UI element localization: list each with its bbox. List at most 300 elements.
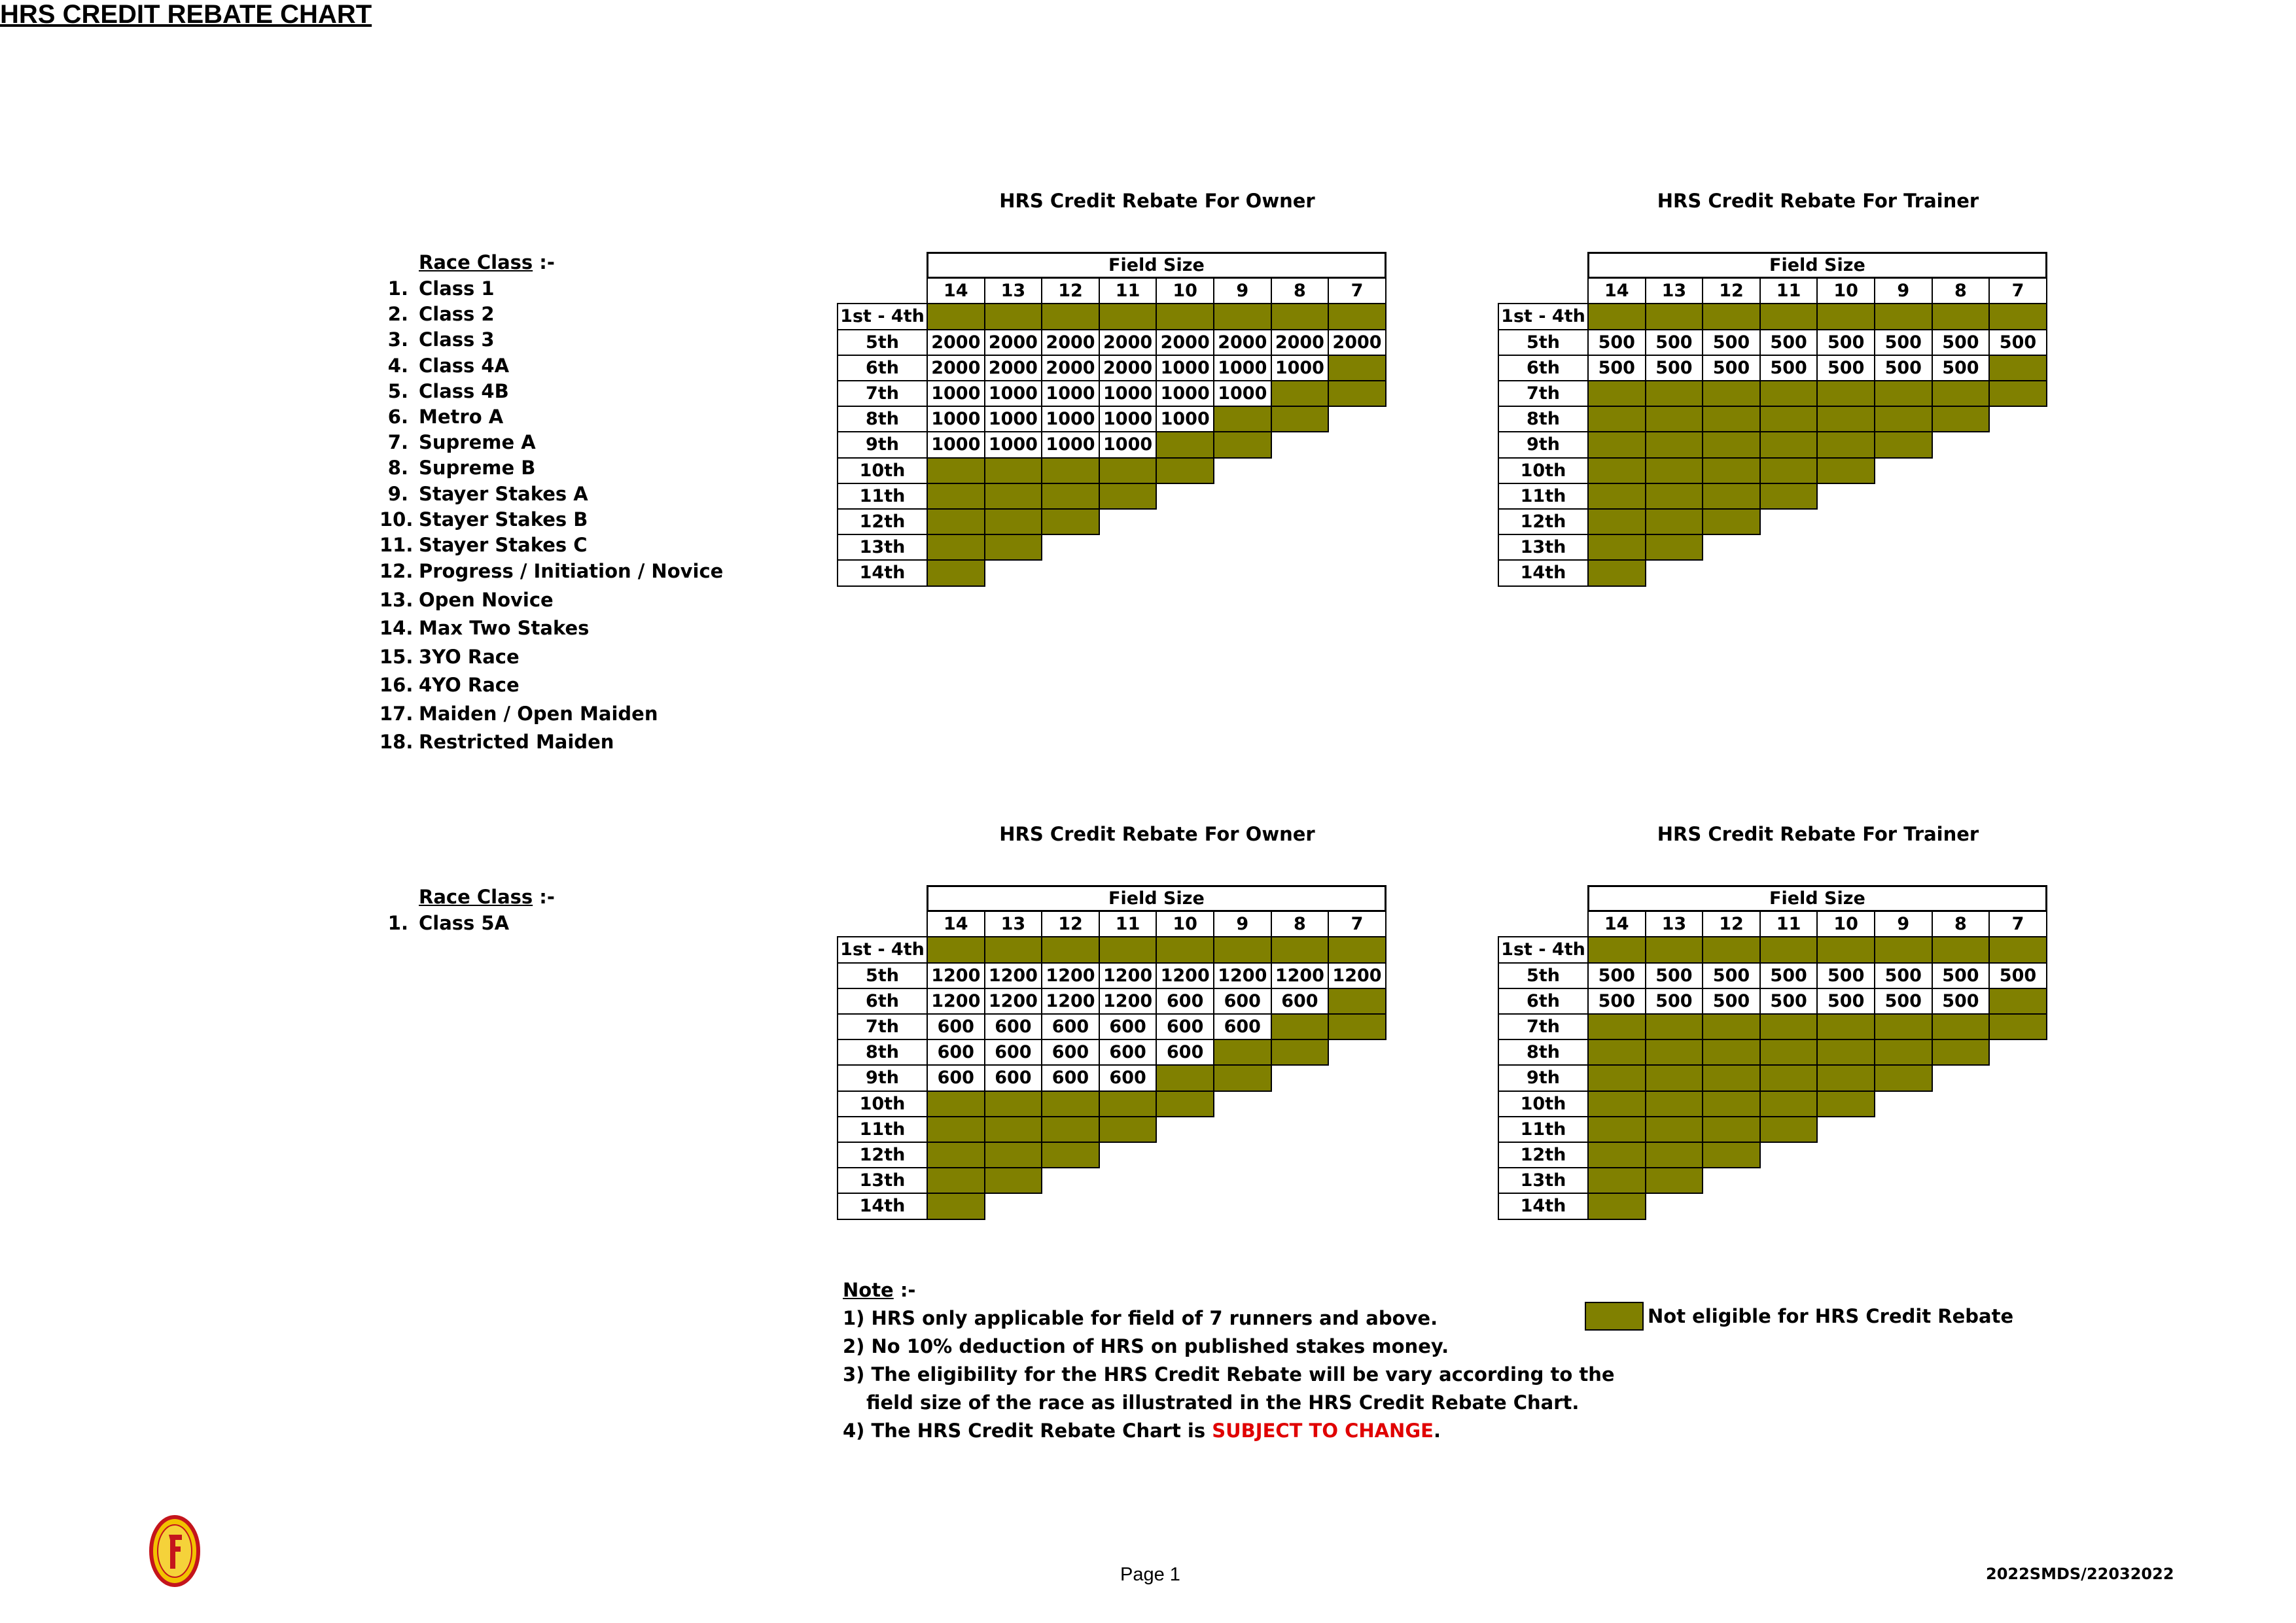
not-eligible-cell bbox=[1213, 1064, 1272, 1091]
rebate-value-cell: 500 bbox=[1587, 355, 1646, 381]
not-eligible-cell bbox=[1816, 1064, 1875, 1091]
field-size-header: Field Size bbox=[1587, 252, 2047, 279]
not-eligible-cell bbox=[927, 559, 985, 586]
race-class-suffix: :- bbox=[533, 251, 555, 273]
race-class-number: 12. bbox=[380, 560, 414, 582]
not-eligible-cell bbox=[1816, 406, 1875, 432]
not-eligible-cell bbox=[1759, 457, 1818, 484]
rebate-value-cell: 500 bbox=[1759, 988, 1818, 1015]
rebate-value-cell: 500 bbox=[1587, 329, 1646, 356]
rebate-value-cell: 1200 bbox=[984, 962, 1043, 989]
note-line-1: 1) HRS only applicable for field of 7 runners and above. bbox=[843, 1307, 1438, 1329]
rebate-value-cell: 1200 bbox=[1213, 962, 1272, 989]
race-class-number: 15. bbox=[380, 645, 414, 668]
not-eligible-cell bbox=[1156, 431, 1214, 458]
trainer-table-title-2: HRS Credit Rebate For Trainer bbox=[1657, 823, 1979, 845]
rebate-value-cell: 2000 bbox=[984, 355, 1043, 381]
field-size-column-header: 13 bbox=[1645, 277, 1704, 304]
not-eligible-cell bbox=[1645, 1013, 1704, 1040]
rebate-value-cell: 600 bbox=[927, 1064, 985, 1091]
not-eligible-cell bbox=[1702, 1039, 1761, 1066]
club-emblem-icon bbox=[149, 1515, 200, 1587]
not-eligible-cell bbox=[1874, 431, 1933, 458]
field-size-column-header: 10 bbox=[1816, 277, 1875, 304]
not-eligible-cell bbox=[1099, 483, 1157, 510]
rebate-value-cell: 500 bbox=[1645, 355, 1704, 381]
not-eligible-cell bbox=[1759, 483, 1818, 510]
note-line-4-prefix: 4) The HRS Credit Rebate Chart is bbox=[843, 1420, 1212, 1442]
note-line-4-suffix: . bbox=[1433, 1420, 1441, 1442]
finish-position-label: 12th bbox=[1498, 508, 1589, 535]
not-eligible-cell bbox=[1587, 1039, 1646, 1066]
field-size-column-header: 13 bbox=[984, 911, 1043, 937]
not-eligible-cell bbox=[1099, 303, 1157, 330]
rebate-value-cell: 600 bbox=[984, 1013, 1043, 1040]
not-eligible-cell bbox=[927, 1116, 985, 1143]
not-eligible-cell bbox=[927, 508, 985, 535]
field-size-column-header: 8 bbox=[1271, 277, 1330, 304]
rebate-value-cell: 1200 bbox=[1099, 988, 1157, 1015]
field-size-column-header: 12 bbox=[1041, 277, 1100, 304]
not-eligible-cell bbox=[1759, 1091, 1818, 1117]
not-eligible-cell bbox=[927, 534, 985, 561]
not-eligible-cell bbox=[1874, 380, 1933, 407]
not-eligible-cell bbox=[1816, 1039, 1875, 1066]
not-eligible-cell bbox=[927, 936, 985, 963]
not-eligible-cell bbox=[1271, 380, 1330, 407]
rebate-value-cell: 1200 bbox=[927, 962, 985, 989]
field-size-column-header: 7 bbox=[1988, 911, 2047, 937]
race-class-name: Class 1 bbox=[419, 277, 495, 300]
field-size-column-header: 8 bbox=[1932, 277, 1990, 304]
rebate-value-cell: 600 bbox=[927, 1039, 985, 1066]
field-size-column-header: 7 bbox=[1988, 277, 2047, 304]
rebate-value-cell: 2000 bbox=[1099, 329, 1157, 356]
race-class-name: Maiden / Open Maiden bbox=[419, 702, 658, 725]
note-line-3: 3) The eligibility for the HRS Credit Rebate will be vary according to the bbox=[843, 1363, 1615, 1386]
rebate-value-cell: 1000 bbox=[1156, 355, 1214, 381]
note-heading-label: Note bbox=[843, 1279, 894, 1301]
not-eligible-cell bbox=[1587, 1193, 1646, 1219]
not-eligible-cell bbox=[1156, 457, 1214, 484]
rebate-value-cell: 600 bbox=[984, 1039, 1043, 1066]
rebate-value-cell: 500 bbox=[1816, 355, 1875, 381]
rebate-value-cell: 600 bbox=[1213, 988, 1272, 1015]
not-eligible-cell bbox=[984, 1167, 1043, 1194]
not-eligible-cell bbox=[1645, 1116, 1704, 1143]
not-eligible-cell bbox=[1816, 303, 1875, 330]
rebate-value-cell: 1200 bbox=[1156, 962, 1214, 989]
finish-position-label: 1st - 4th bbox=[1498, 303, 1589, 330]
race-class-number: 11. bbox=[380, 534, 414, 556]
finish-position-label: 1st - 4th bbox=[837, 936, 928, 963]
race-class-name: Stayer Stakes C bbox=[419, 534, 588, 556]
field-size-column-header: 12 bbox=[1041, 911, 1100, 937]
not-eligible-cell bbox=[1587, 380, 1646, 407]
field-size-column-header: 11 bbox=[1759, 277, 1818, 304]
race-class-number: 9. bbox=[387, 482, 408, 505]
not-eligible-cell bbox=[1099, 936, 1157, 963]
note-heading bbox=[843, 1279, 915, 1301]
not-eligible-cell bbox=[1816, 380, 1875, 407]
race-class-number: 2. bbox=[387, 303, 408, 326]
field-size-column-header: 11 bbox=[1099, 911, 1157, 937]
rebate-value-cell: 1000 bbox=[927, 431, 985, 458]
finish-position-label: 10th bbox=[1498, 1091, 1589, 1117]
race-class-name: Supreme A bbox=[419, 431, 536, 454]
not-eligible-cell bbox=[1587, 1142, 1646, 1168]
rebate-value-cell: 500 bbox=[1702, 988, 1761, 1015]
not-eligible-cell bbox=[984, 534, 1043, 561]
not-eligible-cell bbox=[1041, 303, 1100, 330]
rebate-value-cell: 500 bbox=[1932, 355, 1990, 381]
not-eligible-cell bbox=[1932, 380, 1990, 407]
race-class-number: 14. bbox=[380, 617, 414, 639]
not-eligible-cell bbox=[1702, 1013, 1761, 1040]
not-eligible-cell bbox=[1874, 303, 1933, 330]
race-class-number: 18. bbox=[380, 731, 414, 753]
field-size-column-header: 10 bbox=[1156, 911, 1214, 937]
finish-position-label: 13th bbox=[837, 1167, 928, 1194]
not-eligible-cell bbox=[1988, 303, 2047, 330]
not-eligible-cell bbox=[1702, 1142, 1761, 1168]
rebate-value-cell: 600 bbox=[1213, 1013, 1272, 1040]
rebate-value-cell: 500 bbox=[1874, 962, 1933, 989]
not-eligible-cell bbox=[1587, 936, 1646, 963]
not-eligible-cell bbox=[1988, 936, 2047, 963]
rebate-value-cell: 500 bbox=[1759, 962, 1818, 989]
race-class-name: Class 4A bbox=[419, 354, 510, 377]
field-size-header: Field Size bbox=[1587, 885, 2047, 912]
not-eligible-cell bbox=[1587, 1013, 1646, 1040]
finish-position-label: 8th bbox=[837, 1039, 928, 1066]
rebate-value-cell: 600 bbox=[1099, 1064, 1157, 1091]
rebate-value-cell: 1000 bbox=[927, 406, 985, 432]
finish-position-label: 10th bbox=[837, 1091, 928, 1117]
rebate-value-cell: 500 bbox=[1874, 988, 1933, 1015]
rebate-value-cell: 2000 bbox=[1041, 329, 1100, 356]
field-size-column-header: 9 bbox=[1213, 277, 1272, 304]
not-eligible-cell bbox=[1587, 1064, 1646, 1091]
not-eligible-cell bbox=[1645, 483, 1704, 510]
not-eligible-cell bbox=[1816, 431, 1875, 458]
finish-position-label: 12th bbox=[837, 1142, 928, 1168]
race-class-label: Race Class bbox=[419, 251, 533, 273]
race-class-number: 8. bbox=[387, 457, 408, 480]
not-eligible-cell bbox=[984, 1116, 1043, 1143]
rebate-value-cell: 600 bbox=[984, 1064, 1043, 1091]
not-eligible-cell bbox=[927, 303, 985, 330]
not-eligible-cell bbox=[1759, 431, 1818, 458]
race-class-name: Restricted Maiden bbox=[419, 731, 614, 753]
rebate-value-cell: 600 bbox=[1041, 1064, 1100, 1091]
rebate-value-cell: 500 bbox=[1759, 355, 1818, 381]
not-eligible-cell bbox=[927, 1091, 985, 1117]
not-eligible-cell bbox=[1328, 355, 1386, 381]
not-eligible-cell bbox=[1932, 303, 1990, 330]
not-eligible-cell bbox=[1328, 1013, 1386, 1040]
race-class-name: 3YO Race bbox=[419, 645, 520, 668]
not-eligible-cell bbox=[1587, 508, 1646, 535]
rebate-value-cell: 500 bbox=[1874, 329, 1933, 356]
not-eligible-cell bbox=[1702, 457, 1761, 484]
field-size-column-header: 14 bbox=[927, 277, 985, 304]
rebate-value-cell: 500 bbox=[1932, 962, 1990, 989]
finish-position-label: 7th bbox=[1498, 380, 1589, 407]
not-eligible-cell bbox=[1874, 1013, 1933, 1040]
not-eligible-cell bbox=[1874, 406, 1933, 432]
rebate-value-cell: 500 bbox=[1988, 962, 2047, 989]
field-size-column-header: 13 bbox=[984, 277, 1043, 304]
not-eligible-cell bbox=[1156, 303, 1214, 330]
race-class-name: Supreme B bbox=[419, 457, 536, 480]
note-line-2: 2) No 10% deduction of HRS on published stakes money. bbox=[843, 1335, 1449, 1357]
finish-position-label: 6th bbox=[837, 988, 928, 1015]
owner-table-title-2: HRS Credit Rebate For Owner bbox=[999, 823, 1315, 845]
not-eligible-cell bbox=[1645, 1167, 1704, 1194]
not-eligible-cell bbox=[1988, 988, 2047, 1015]
finish-position-label: 5th bbox=[1498, 329, 1589, 356]
not-eligible-cell bbox=[984, 457, 1043, 484]
not-eligible-cell bbox=[1759, 1116, 1818, 1143]
not-eligible-cell bbox=[1759, 380, 1818, 407]
rebate-value-cell: 600 bbox=[1271, 988, 1330, 1015]
rebate-value-cell: 1000 bbox=[1041, 380, 1100, 407]
not-eligible-cell bbox=[1099, 1116, 1157, 1143]
not-eligible-cell bbox=[1645, 508, 1704, 535]
field-size-header: Field Size bbox=[927, 252, 1386, 279]
not-eligible-cell bbox=[1587, 1116, 1646, 1143]
not-eligible-cell bbox=[1587, 1167, 1646, 1194]
not-eligible-cell bbox=[1702, 380, 1761, 407]
rebate-value-cell: 500 bbox=[1645, 329, 1704, 356]
document-code: 2022SMDS/22032022 bbox=[1986, 1565, 2174, 1583]
page-number: Page 1 bbox=[1120, 1564, 1180, 1585]
rebate-value-cell: 1000 bbox=[1099, 406, 1157, 432]
rebate-value-cell: 1000 bbox=[927, 380, 985, 407]
not-eligible-cell bbox=[1587, 431, 1646, 458]
not-eligible-cell bbox=[1702, 1091, 1761, 1117]
not-eligible-cell bbox=[1271, 406, 1330, 432]
not-eligible-cell bbox=[1932, 406, 1990, 432]
race-class-heading bbox=[419, 251, 555, 273]
not-eligible-cell bbox=[1328, 303, 1386, 330]
not-eligible-cell bbox=[1759, 1013, 1818, 1040]
rebate-value-cell: 500 bbox=[1702, 962, 1761, 989]
rebate-value-cell: 1000 bbox=[984, 406, 1043, 432]
rebate-value-cell: 600 bbox=[1099, 1013, 1157, 1040]
not-eligible-cell bbox=[1702, 1116, 1761, 1143]
not-eligible-cell bbox=[1702, 406, 1761, 432]
not-eligible-cell bbox=[1874, 1039, 1933, 1066]
not-eligible-cell bbox=[1645, 534, 1704, 561]
race-class-name: Class 3 bbox=[419, 328, 495, 351]
not-eligible-cell bbox=[1328, 988, 1386, 1015]
field-size-column-header: 8 bbox=[1932, 911, 1990, 937]
not-eligible-cell bbox=[1645, 303, 1704, 330]
rebate-value-cell: 2000 bbox=[927, 355, 985, 381]
race-class-number: 5. bbox=[387, 379, 408, 402]
rebate-value-cell: 600 bbox=[1156, 1039, 1214, 1066]
not-eligible-cell bbox=[1587, 534, 1646, 561]
race-class-number: 16. bbox=[380, 674, 414, 696]
race-class-name: Stayer Stakes B bbox=[419, 508, 588, 531]
rebate-value-cell: 500 bbox=[1645, 988, 1704, 1015]
race-class-number: 3. bbox=[387, 328, 408, 351]
subject-to-change-text: SUBJECT TO CHANGE bbox=[1212, 1420, 1434, 1442]
not-eligible-cell bbox=[1213, 1039, 1272, 1066]
not-eligible-cell bbox=[1988, 380, 2047, 407]
not-eligible-cell bbox=[1988, 355, 2047, 381]
not-eligible-cell bbox=[1759, 1064, 1818, 1091]
rebate-value-cell: 500 bbox=[1816, 329, 1875, 356]
rebate-value-cell: 1000 bbox=[1099, 380, 1157, 407]
field-size-column-header: 11 bbox=[1099, 277, 1157, 304]
race-class-name: Stayer Stakes A bbox=[419, 482, 588, 505]
rebate-value-cell: 1000 bbox=[1271, 355, 1330, 381]
finish-position-label: 11th bbox=[1498, 483, 1589, 510]
finish-position-label: 5th bbox=[837, 962, 928, 989]
finish-position-label: 14th bbox=[1498, 559, 1589, 586]
field-size-column-header: 10 bbox=[1156, 277, 1214, 304]
finish-position-label: 8th bbox=[837, 406, 928, 432]
rebate-value-cell: 1200 bbox=[1041, 988, 1100, 1015]
rebate-value-cell: 500 bbox=[1816, 988, 1875, 1015]
rebate-value-cell: 1200 bbox=[984, 988, 1043, 1015]
race-class-number: 1. bbox=[387, 277, 408, 300]
finish-position-label: 5th bbox=[837, 329, 928, 356]
race-class-heading-2 bbox=[419, 886, 555, 908]
finish-position-label: 10th bbox=[1498, 457, 1589, 484]
not-eligible-cell bbox=[1099, 457, 1157, 484]
field-size-column-header: 7 bbox=[1328, 277, 1386, 304]
not-eligible-cell bbox=[1213, 303, 1272, 330]
not-eligible-cell bbox=[1645, 1142, 1704, 1168]
rebate-value-cell: 600 bbox=[1099, 1039, 1157, 1066]
field-size-column-header: 9 bbox=[1213, 911, 1272, 937]
not-eligible-cell bbox=[927, 1142, 985, 1168]
not-eligible-swatch bbox=[1585, 1302, 1644, 1331]
rebate-value-cell: 500 bbox=[1759, 329, 1818, 356]
finish-position-label: 14th bbox=[1498, 1193, 1589, 1219]
finish-position-label: 11th bbox=[837, 1116, 928, 1143]
race-class-name: Metro A bbox=[419, 406, 504, 428]
rebate-value-cell: 2000 bbox=[1328, 329, 1386, 356]
rebate-value-cell: 500 bbox=[1702, 355, 1761, 381]
not-eligible-cell bbox=[1702, 483, 1761, 510]
not-eligible-cell bbox=[1816, 457, 1875, 484]
not-eligible-cell bbox=[1213, 406, 1272, 432]
race-class-number: 13. bbox=[380, 588, 414, 611]
race-class-suffix: :- bbox=[533, 886, 555, 908]
rebate-value-cell: 600 bbox=[927, 1013, 985, 1040]
finish-position-label: 6th bbox=[1498, 355, 1589, 381]
not-eligible-cell bbox=[1759, 406, 1818, 432]
not-eligible-cell bbox=[1156, 1064, 1214, 1091]
rebate-value-cell: 500 bbox=[1645, 962, 1704, 989]
not-eligible-cell bbox=[1271, 1013, 1330, 1040]
not-eligible-cell bbox=[1702, 303, 1761, 330]
not-eligible-cell bbox=[1041, 1142, 1100, 1168]
field-size-column-header: 8 bbox=[1271, 911, 1330, 937]
field-size-column-header: 12 bbox=[1702, 277, 1761, 304]
finish-position-label: 11th bbox=[1498, 1116, 1589, 1143]
race-class-number: 7. bbox=[387, 431, 408, 454]
finish-position-label: 8th bbox=[1498, 406, 1589, 432]
rebate-value-cell: 600 bbox=[1156, 988, 1214, 1015]
finish-position-label: 13th bbox=[837, 534, 928, 561]
field-size-column-header: 14 bbox=[1587, 277, 1646, 304]
rebate-value-cell: 1200 bbox=[1271, 962, 1330, 989]
finish-position-label: 10th bbox=[837, 457, 928, 484]
field-size-column-header: 14 bbox=[927, 911, 985, 937]
not-eligible-cell bbox=[984, 936, 1043, 963]
not-eligible-cell bbox=[1702, 431, 1761, 458]
finish-position-label: 12th bbox=[1498, 1142, 1589, 1168]
finish-position-label: 11th bbox=[837, 483, 928, 510]
not-eligible-cell bbox=[1816, 1013, 1875, 1040]
not-eligible-cell bbox=[1874, 1064, 1933, 1091]
rebate-value-cell: 500 bbox=[1587, 988, 1646, 1015]
rebate-value-cell: 500 bbox=[1932, 988, 1990, 1015]
race-class-name: Progress / Initiation / Novice bbox=[419, 560, 724, 582]
not-eligible-cell bbox=[1759, 936, 1818, 963]
not-eligible-cell bbox=[1759, 1039, 1818, 1066]
field-size-column-header: 10 bbox=[1816, 911, 1875, 937]
finish-position-label: 7th bbox=[837, 380, 928, 407]
not-eligible-cell bbox=[984, 303, 1043, 330]
rebate-value-cell: 500 bbox=[1874, 355, 1933, 381]
finish-position-label: 9th bbox=[837, 431, 928, 458]
race-class-number: 1. bbox=[387, 912, 408, 934]
not-eligible-cell bbox=[1041, 1091, 1100, 1117]
finish-position-label: 9th bbox=[837, 1064, 928, 1091]
not-eligible-cell bbox=[1587, 1091, 1646, 1117]
note-heading-suffix: :- bbox=[893, 1279, 916, 1301]
not-eligible-cell bbox=[1156, 936, 1214, 963]
rebate-value-cell: 500 bbox=[1816, 962, 1875, 989]
not-eligible-cell bbox=[1041, 457, 1100, 484]
race-class-number: 6. bbox=[387, 406, 408, 428]
rebate-value-cell: 1200 bbox=[1328, 962, 1386, 989]
race-class-name: Class 4B bbox=[419, 379, 509, 402]
not-eligible-cell bbox=[1213, 936, 1272, 963]
not-eligible-cell bbox=[1645, 1039, 1704, 1066]
note-line-3b: field size of the race as illustrated in the HRS Credit Rebate Chart. bbox=[866, 1391, 1580, 1414]
not-eligible-cell bbox=[1213, 431, 1272, 458]
rebate-value-cell: 1000 bbox=[984, 380, 1043, 407]
race-class-name: Class 2 bbox=[419, 303, 495, 326]
rebate-value-cell: 2000 bbox=[1156, 329, 1214, 356]
finish-position-label: 9th bbox=[1498, 431, 1589, 458]
trainer-table-title: HRS Credit Rebate For Trainer bbox=[1657, 190, 1979, 212]
rebate-value-cell: 2000 bbox=[1041, 355, 1100, 381]
finish-position-label: 7th bbox=[837, 1013, 928, 1040]
field-size-column-header: 13 bbox=[1645, 911, 1704, 937]
rebate-value-cell: 500 bbox=[1587, 962, 1646, 989]
not-eligible-cell bbox=[1702, 508, 1761, 535]
rebate-value-cell: 500 bbox=[1932, 329, 1990, 356]
rebate-value-cell: 1000 bbox=[1156, 380, 1214, 407]
race-class-name: Class 5A bbox=[419, 912, 510, 934]
finish-position-label: 6th bbox=[1498, 988, 1589, 1015]
not-eligible-cell bbox=[1041, 508, 1100, 535]
race-class-name: 4YO Race bbox=[419, 674, 520, 696]
field-size-column-header: 12 bbox=[1702, 911, 1761, 937]
finish-position-label: 1st - 4th bbox=[837, 303, 928, 330]
race-class-name: Max Two Stakes bbox=[419, 617, 590, 639]
not-eligible-cell bbox=[1041, 936, 1100, 963]
